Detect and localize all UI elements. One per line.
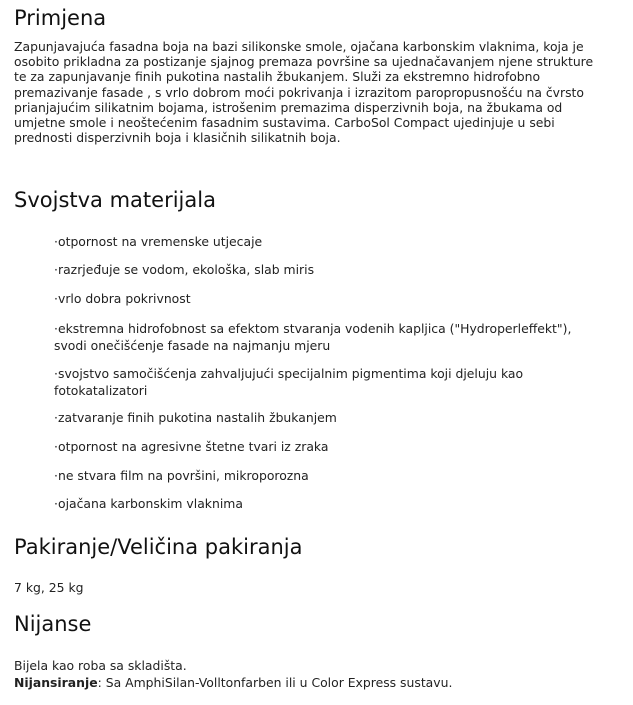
section-title-svojstva: Svojstva materijala bbox=[14, 188, 216, 212]
list-item: ·vrlo dobra pokrivnost bbox=[54, 291, 191, 306]
nijansiranje-text: : Sa AmphiSilan-Volltonfarben ili u Color Express sustavu. bbox=[97, 675, 453, 690]
list-item: ·ekstremna hidrofobnost sa efektom stvaranja vodenih kapljica ("Hydroperleffekt"), svodi onečišćenje fasade na najmanju mjeru bbox=[54, 321, 572, 353]
list-item: ·ojačana karbonskim vlaknima bbox=[54, 496, 243, 511]
list-item: ·razrjeđuje se vodom, ekološka, slab miris bbox=[54, 262, 315, 277]
nijanse-line-2 bbox=[14, 674, 452, 691]
list-item: ·svojstvo samočišćenja zahvaljujući specijalnim pigmentima koji djeluju kao fotokatalizatori bbox=[54, 366, 524, 398]
list-item: ·otpornost na vremenske utjecaje bbox=[54, 234, 263, 249]
section-title-pakiranje: Pakiranje/Veličina pakiranja bbox=[14, 535, 303, 559]
list-item: ·zatvaranje finih pukotina nastalih žbukanjem bbox=[54, 410, 337, 425]
list-item: ·ne stvara film na površini, mikroporozna bbox=[54, 468, 309, 483]
list-item: ·otpornost na agresivne štetne tvari iz zraka bbox=[54, 439, 329, 454]
pakiranje-text: 7 kg, 25 kg bbox=[14, 580, 84, 595]
nijanse-line-1: Bijela kao roba sa skladišta. bbox=[14, 658, 187, 673]
nijansiranje-label: Nijansiranje bbox=[14, 675, 98, 690]
primjena-text: Zapunjavajuća fasadna boja na bazi silikonske smole, ojačana karbonskim vlaknima, koja je osobito prikladna za postizanje sjajnog premaza površine sa ujednačavanjem njene strukture te za zapunjavanje finih pukotina nastalih žbukanjem. Služi za ekstremno hidrofobno premazivanje fasade , s vrlo dobrom moći pokrivanja i izrazitom paropropusnošću na čvrsto prianjajućim silikatnim bojama, istrošenim premazima disperzivnih boja, na žbukama od umjetne smole i neoštećenim fasadnim sustavima. CarboSol Compact ujedinjuje u sebi prednosti disperzivnih boja i klasičnih silikatnih boja. bbox=[14, 39, 594, 146]
section-title-primjena: Primjena bbox=[14, 6, 107, 30]
section-title-nijanse: Nijanse bbox=[14, 612, 92, 636]
